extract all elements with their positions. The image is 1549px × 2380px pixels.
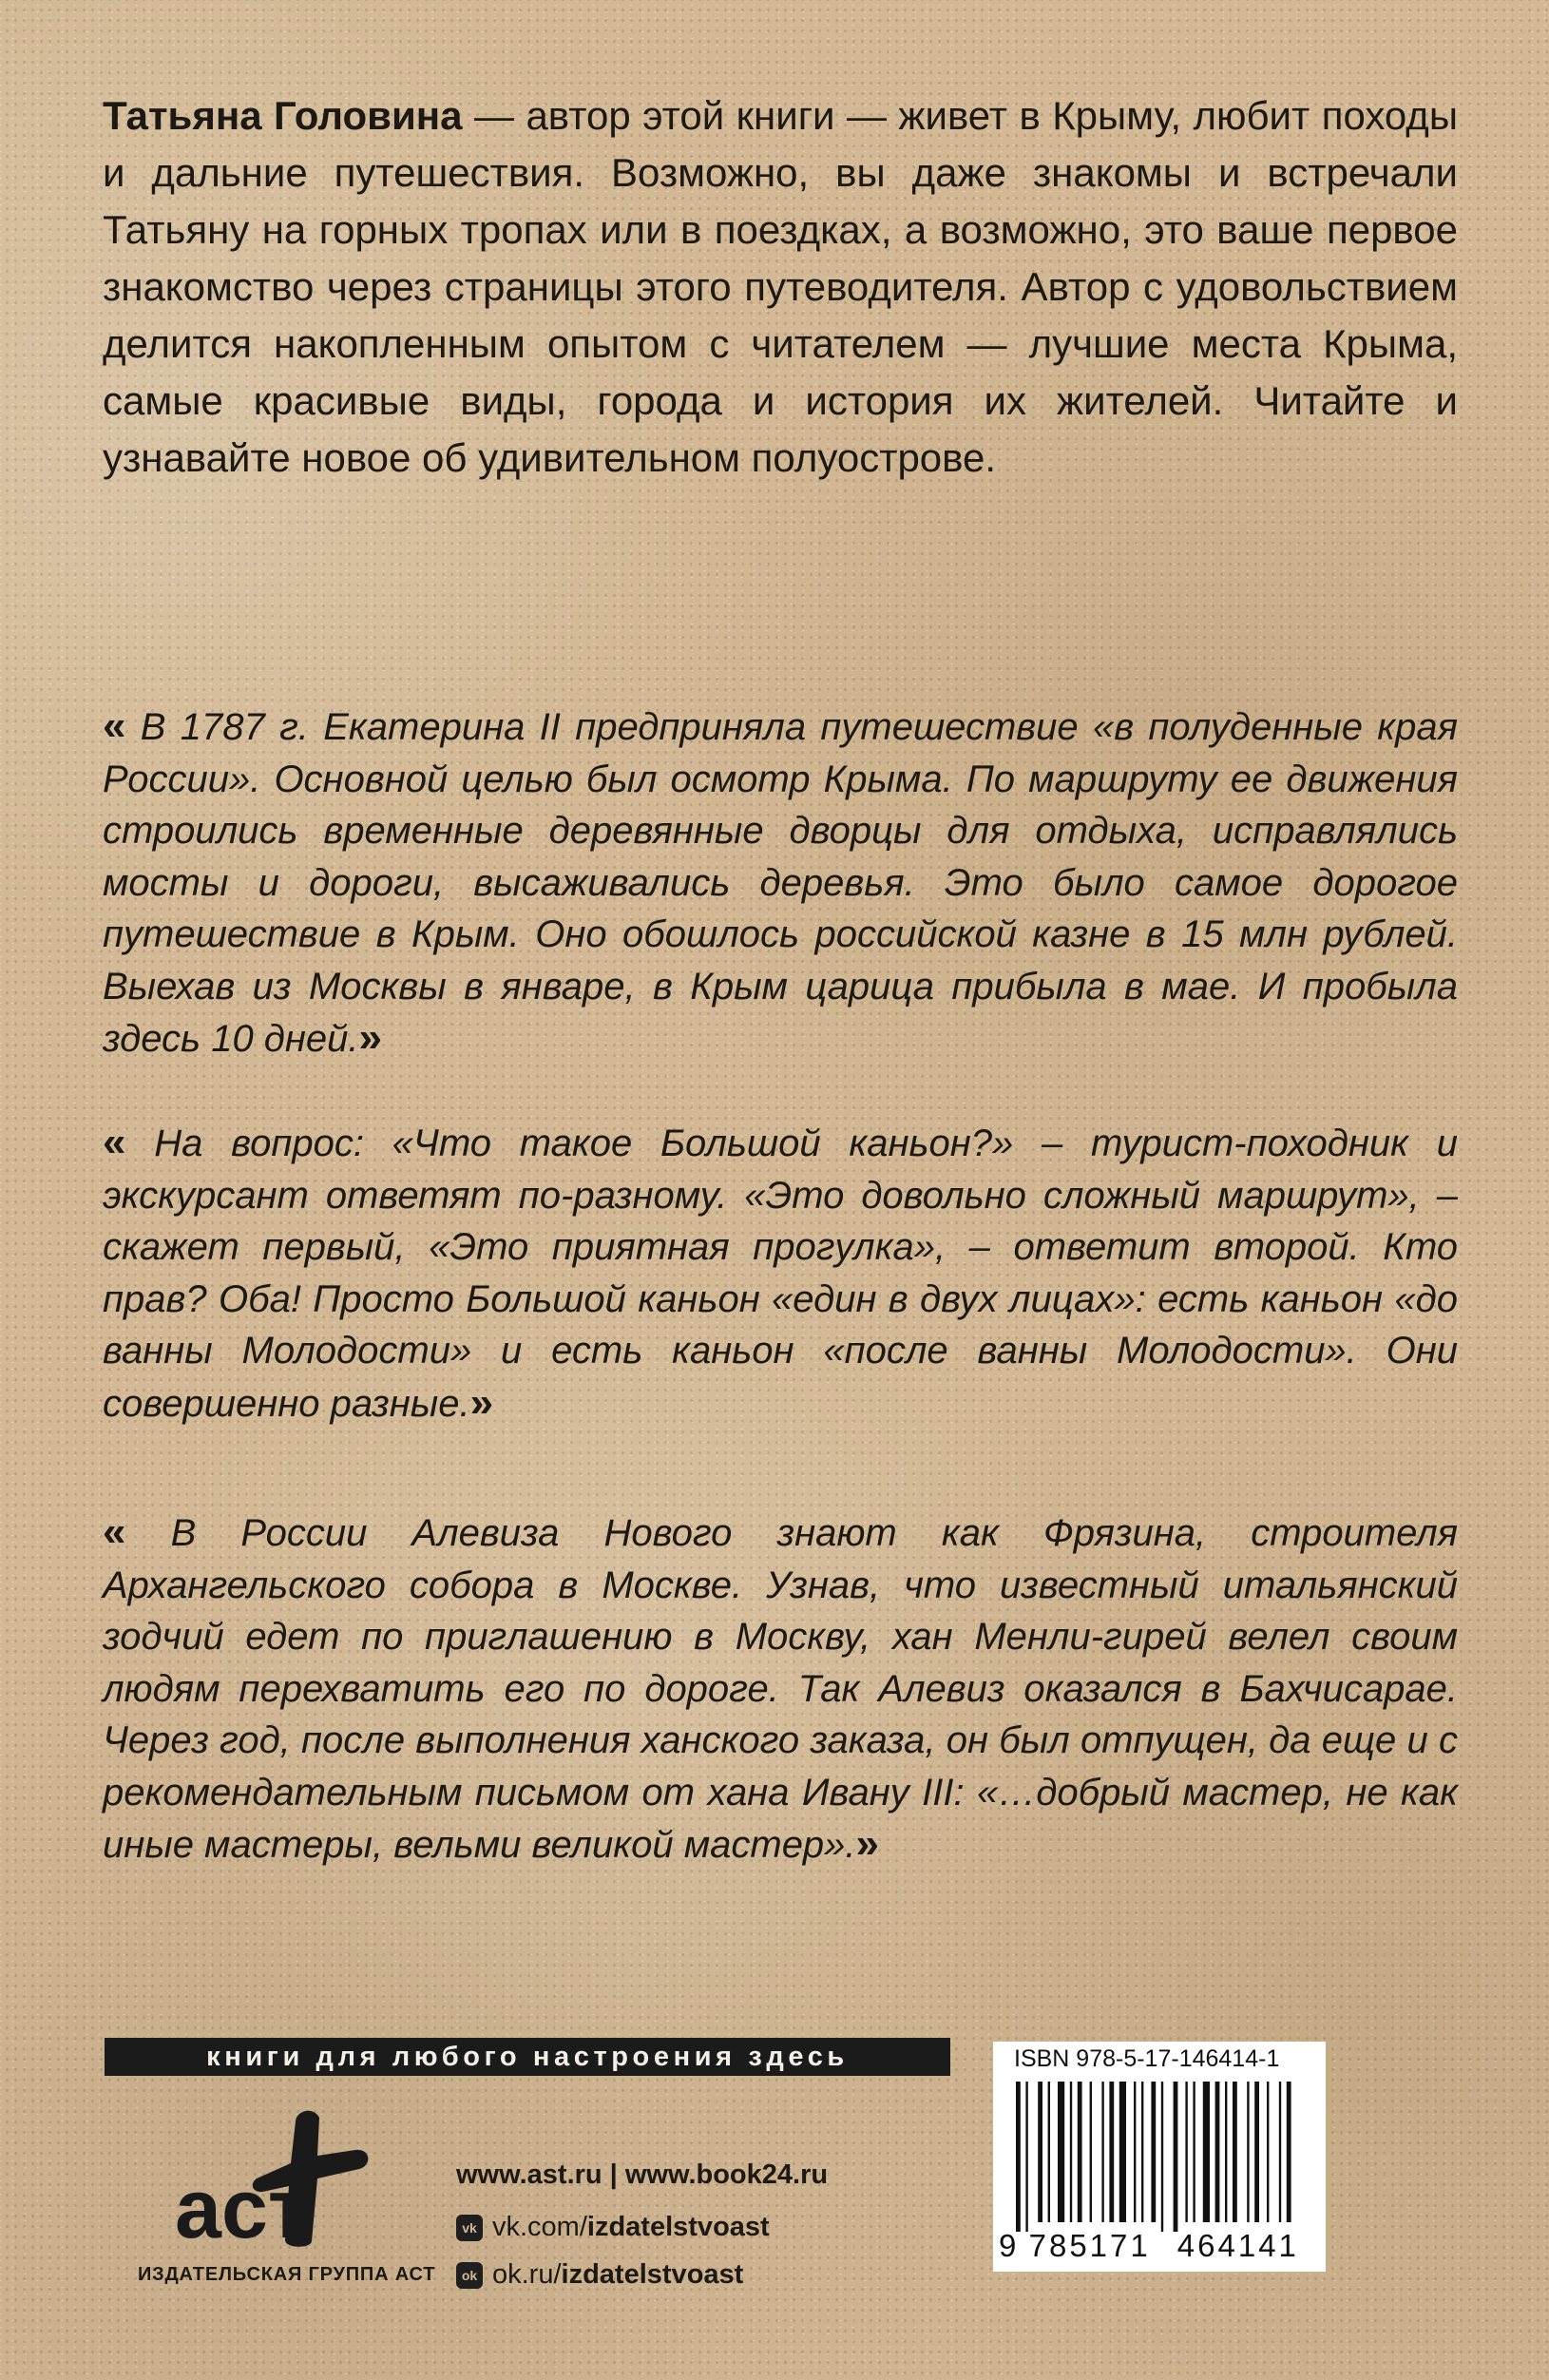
barcode-bar-17 [1193, 2082, 1195, 2222]
ean-digits [999, 2228, 1318, 2264]
barcode-bar-12 [1141, 2082, 1143, 2222]
barcode-bar-10 [1119, 2082, 1126, 2222]
barcode-bar-23 [1254, 2082, 1259, 2222]
isbn-number: ISBN 978-5-17-146414-1 [1014, 2045, 1280, 2072]
barcode-bars [1010, 2082, 1309, 2234]
vk-icon: vk [456, 2215, 483, 2241]
barcode-bar-1 [1025, 2082, 1027, 2232]
vk-handle: izdatelstvoast [586, 2212, 770, 2242]
author-blurb-text: — автор этой книги — живет в Крыму, любит походы и дальние путешествия. Возможно, вы даже знакомы и встречали Татьяну на горных тропах или в поездках, а возможно, это ваше первое знакомство через страницы этого путеводителя. Автор с удовольствием делится накопленным опытом с читателем — лучшие места Крыма, самые красивые виды, города и история их жителей. Читайте и узнавайте новое об удивительном полуострове. [103, 93, 1459, 480]
barcode-bar-2 [1038, 2082, 1042, 2222]
barcode-bar-21 [1233, 2082, 1237, 2222]
vk-link[interactable] [456, 2212, 770, 2243]
ean-right-group: 464141 [1176, 2228, 1299, 2263]
barcode-bar-18 [1203, 2082, 1210, 2222]
barcode-bar-6 [1078, 2082, 1082, 2222]
ean-first-digit: 9 [999, 2228, 1017, 2263]
ok-domain: ok.ru/ [492, 2259, 562, 2290]
logo-wordmark: аст [175, 2161, 309, 2249]
barcode-bar-9 [1109, 2082, 1114, 2222]
barcode-bar-14 [1161, 2082, 1163, 2232]
quote-text: В России Алевиза Нового знают как Фрязина, строителя Архангельского собора в Москве. Узнав, что известный итальянский зодчий едет по приглашению в Москву, хан Менли-гирей велел своим людям перехватить его по дороге. Так Алевиз оказался в Бахчисарае. Через год, после выполнения ханского заказа, он был отпущен, да еще и с рекомендательным письмом от хана Ивану III: «…добрый мастер, не как иные мастеры, вельми великой мастер». [103, 1512, 1458, 1866]
open-quote-mark: « [103, 1119, 126, 1165]
ast-logo [169, 2097, 378, 2249]
barcode-bar-8 [1101, 2082, 1103, 2222]
author-blurb [103, 87, 1458, 487]
barcode-bar-15 [1174, 2082, 1178, 2232]
barcode-bar-24 [1267, 2082, 1269, 2222]
barcode-bar-4 [1058, 2082, 1064, 2222]
tagline-banner: книги для любого настроения здесь [105, 2038, 950, 2076]
barcode-bar-20 [1225, 2082, 1227, 2222]
barcode-bar-25 [1279, 2082, 1281, 2222]
publisher-name: ИЗДАТЕЛЬСКАЯ ГРУППА АСТ [138, 2264, 436, 2285]
barcode-bar-0 [1016, 2082, 1021, 2232]
barcode-bar-22 [1247, 2082, 1249, 2222]
quote-block [103, 1117, 1458, 1430]
barcode-bar-13 [1151, 2082, 1156, 2222]
open-quote-mark: « [103, 1508, 126, 1555]
close-quote-mark: » [358, 1014, 383, 1061]
barcode-box [993, 2042, 1326, 2272]
author-name: Татьяна Головина [103, 93, 463, 138]
close-quote-mark: » [469, 1378, 494, 1426]
barcode-bar-7 [1090, 2082, 1092, 2222]
barcode-bar-3 [1048, 2082, 1050, 2222]
vk-domain: vk.com/ [492, 2212, 587, 2242]
quote-text: В 1787 г. Екатерина II предприняла путешествие «в полуденные края России». Основной целью был осмотр Крыма. По маршруту ее движения строились временные деревянные дворцы для отдыха, исправлялись мосты и дороги, высаживались деревья. Это было самое дорогое путешествие в Крым. Оно обошлось российской казне в 15 млн рублей. Выехав из Москвы в январе, в Крым царица прибыла в мае. И пробыла здесь 10 дней. [103, 706, 1458, 1060]
quote-block [103, 1507, 1458, 1871]
ok-link[interactable] [456, 2259, 743, 2291]
close-quote-mark: » [855, 1820, 880, 1867]
ok-handle: izdatelstvoast [561, 2259, 744, 2290]
barcode-bar-16 [1185, 2082, 1187, 2222]
ean-left-group: 785171 [1028, 2228, 1151, 2263]
barcode-bar-5 [1070, 2082, 1072, 2222]
barcode-bar-26 [1287, 2082, 1291, 2222]
website-links[interactable]: www.ast.ru | www.book24.ru [456, 2159, 829, 2190]
quote-text: На вопрос: «Что такое Большой каньон?» – турист-походник и экскурсант ответят по-разному. «Это довольно сложный маршрут», – скажет первый, «Это приятная прогулка», – ответит второй. Кто прав? Оба! Просто Большой каньон «един в двух лицах»: есть каньон «до ванны Молодости» и есть каньон «после ванны Молодости». Они совершенно разные. [103, 1123, 1458, 1425]
ok-icon: ok [456, 2262, 483, 2289]
barcode-bar-19 [1215, 2082, 1220, 2222]
barcode-bar-11 [1134, 2082, 1136, 2222]
open-quote-mark: « [103, 702, 126, 749]
quote-block [103, 701, 1458, 1065]
